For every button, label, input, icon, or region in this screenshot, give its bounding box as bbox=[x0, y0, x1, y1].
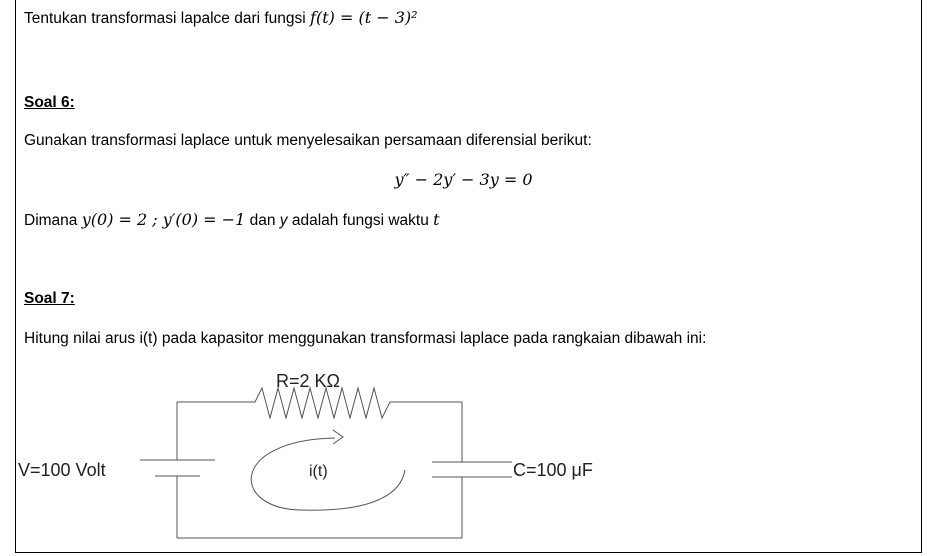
q6-heading: Soal 6: bbox=[24, 94, 75, 111]
resistor-label: R=2 KΩ bbox=[276, 371, 340, 391]
q6-tail-pre: dan bbox=[249, 212, 276, 229]
q6-condition: y(0) = 2 ; y′(0) = −1 bbox=[81, 210, 246, 229]
current-label: i(t) bbox=[309, 463, 328, 480]
current-loop bbox=[251, 438, 405, 510]
source-label: V=100 Volt bbox=[18, 460, 106, 480]
q6-tail-var-y: y bbox=[279, 212, 288, 229]
q7-intro: Hitung nilai arus i(t) pada kapasitor menggunakan transformasi laplace pada rangkaian dibawah ini: bbox=[24, 330, 707, 347]
resistor-zigzag bbox=[242, 388, 398, 418]
q5-text: Tentukan transformasi lapalce dari fungsi bbox=[24, 10, 306, 27]
capacitor-label: C=100 μF bbox=[513, 460, 593, 480]
q6-tail-var-t: t bbox=[433, 210, 440, 229]
current-arrowhead bbox=[333, 430, 343, 444]
q7-heading: Soal 7: bbox=[24, 290, 75, 307]
q6-tail-mid: adalah fungsi waktu bbox=[291, 212, 429, 229]
q6-equation: y″ − 2y′ − 3y = 0 bbox=[394, 170, 533, 189]
q6-intro: Gunakan transformasi laplace untuk menyelesaikan persamaan diferensial berikut: bbox=[24, 132, 592, 149]
q5-formula: f(t) = (t − 3)² bbox=[310, 8, 418, 27]
q6-cond-word: Dimana bbox=[24, 212, 78, 229]
